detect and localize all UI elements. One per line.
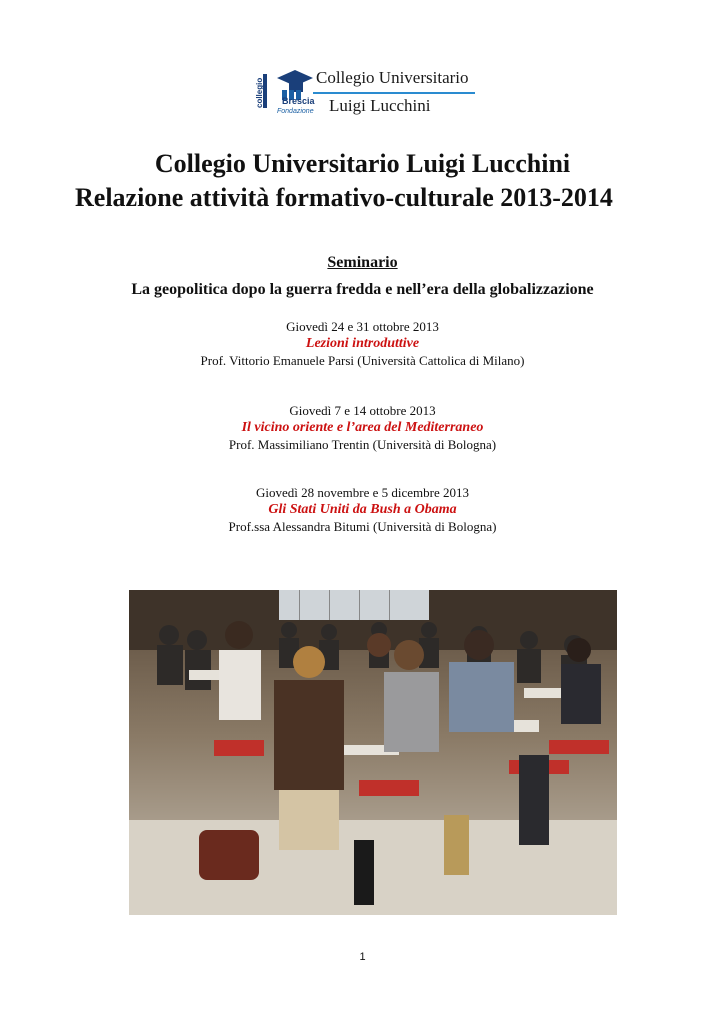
session-date: Giovedì 28 novembre e 5 dicembre 2013 [256,485,469,500]
document-title: Collegio Universitario Luigi Lucchini [154,149,571,178]
session-speaker: Prof. Vittorio Emanuele Parsi (Università Cattolica di Milano) [200,353,525,368]
logo-divider [313,92,475,94]
session-speaker: Prof. Massimiliano Trentin (Università di Bologna) [228,437,497,452]
seminar-subtitle: La geopolitica dopo la guerra fredda e nell’era della globalizzazione [131,281,594,298]
session-date: Giovedì 7 e 14 ottobre 2013 [289,403,436,418]
logo-name-line2: Luigi Lucchini [329,96,431,115]
session-lecture: Il vicino oriente e l’area del Mediterraneo [241,420,484,435]
document-subtitle: Relazione attività formativo-culturale 2013-2014 [75,183,613,212]
logo-mark-city: Brescia [282,96,315,106]
session-lecture: Lezioni introduttive [305,336,420,351]
page-number: 1 [359,951,366,963]
logo-mark-foundation: Fondazione [277,108,314,115]
seminar-label: Seminario [327,254,398,271]
college-logo [255,68,477,118]
session-date: Giovedì 24 e 31 ottobre 2013 [286,319,439,334]
session-block [0,402,725,453]
session-block [0,318,725,369]
session-speaker: Prof.ssa Alessandra Bitumi (Università di Bologna) [228,519,497,534]
college-emblem-icon [255,68,315,118]
session-block [0,484,725,535]
logo-mark-word: collegio [255,77,264,108]
classroom-photo [129,590,617,915]
session-lecture: Gli Stati Uniti da Bush a Obama [268,502,457,517]
logo-name-line1: Collegio Universitario [316,68,469,87]
